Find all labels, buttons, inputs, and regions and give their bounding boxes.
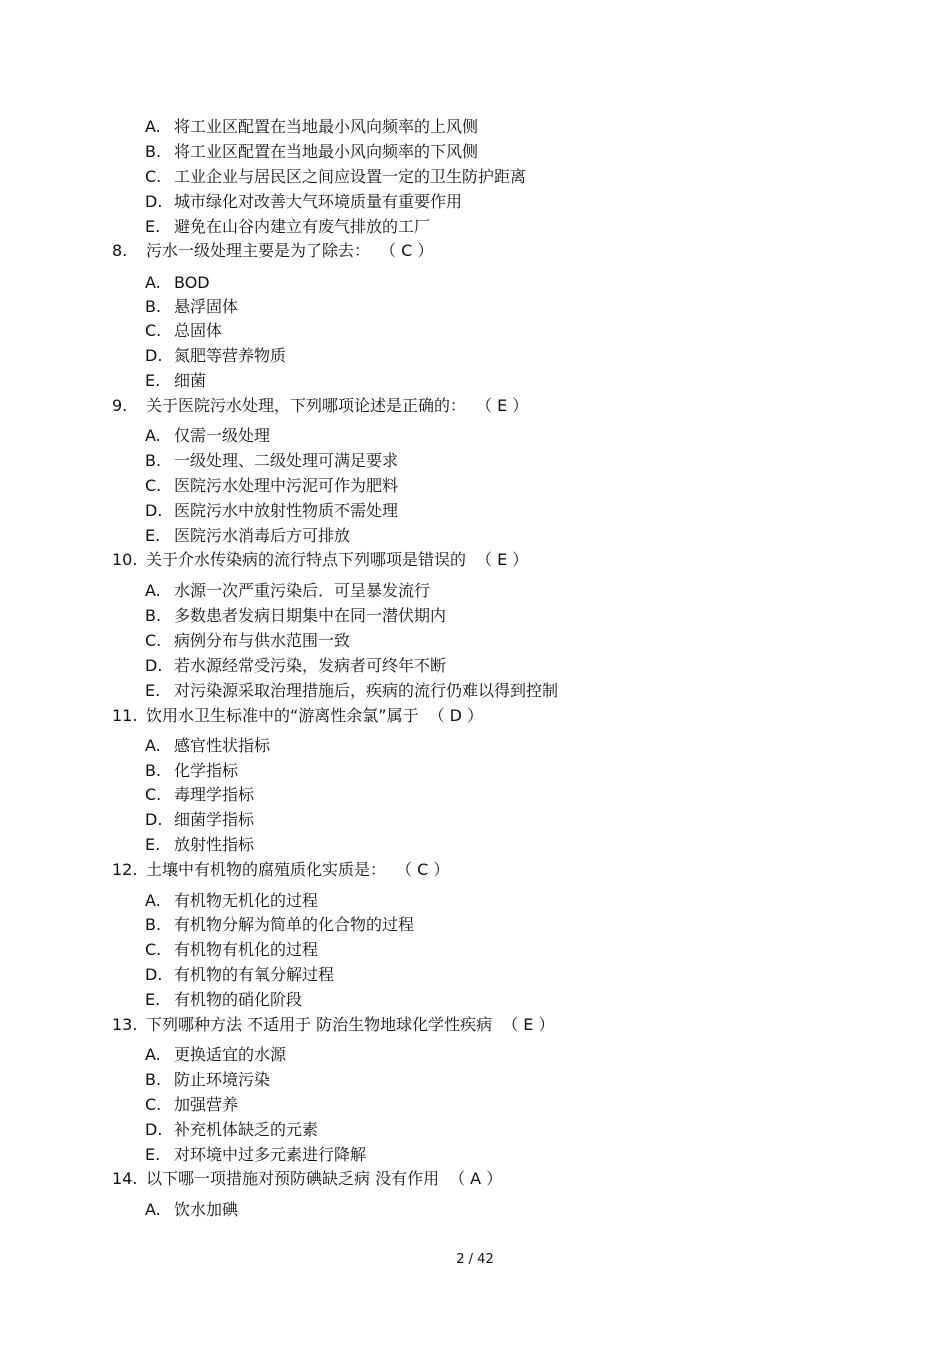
option-line [145, 987, 302, 1012]
option-label: A. [145, 1045, 161, 1064]
option-line [145, 678, 558, 703]
question-line [112, 238, 433, 263]
option-label: B. [145, 451, 162, 470]
option-line [145, 758, 238, 783]
option-line [145, 937, 318, 962]
option-line [145, 318, 222, 343]
option-text: 有机物无机化的过程 [174, 891, 319, 910]
question-text: 关于介水传染病的流行特点下列哪项是错误的 [146, 550, 467, 569]
option-line [145, 653, 446, 678]
option-line [145, 343, 286, 368]
option-label: E. [145, 835, 161, 854]
option-text: 有机物分解为简单的化合物的过程 [174, 915, 415, 934]
answer-key: （ C ） [396, 860, 450, 879]
option-text: BOD [174, 273, 210, 292]
option-line [145, 473, 398, 498]
option-line [145, 807, 254, 832]
option-line [145, 294, 238, 319]
option-label: C. [145, 940, 162, 959]
option-label: C. [145, 1095, 162, 1114]
option-text: 加强营养 [174, 1095, 239, 1114]
option-text: 城市绿化对改善大气环境质量有重要作用 [174, 192, 463, 211]
option-label: A. [145, 117, 161, 136]
option-text: 感官性状指标 [174, 736, 271, 755]
option-line [145, 189, 462, 214]
option-line [145, 1067, 270, 1092]
answer-key: （ E ） [476, 550, 529, 569]
question-number: 11. [112, 706, 138, 725]
answer-key: （ C ） [380, 241, 434, 260]
option-label: D. [145, 965, 163, 984]
question-text: 下列哪种方法 不适用于 防治生物地球化学性疾病 [146, 1015, 493, 1034]
option-line [145, 498, 398, 523]
option-label: C. [145, 476, 162, 495]
option-line [145, 578, 430, 603]
option-line [145, 1197, 238, 1222]
option-line [145, 603, 446, 628]
option-text: 若水源经常受污染，发病者可终年不断 [174, 656, 447, 675]
option-label: C. [145, 321, 162, 340]
question-line [112, 393, 528, 418]
option-text: 细菌 [174, 371, 207, 390]
option-line [145, 888, 318, 913]
option-text: 医院污水消毒后方可排放 [174, 526, 351, 545]
option-label: D. [145, 346, 163, 365]
option-text: 医院污水处理中污泥可作为肥料 [174, 476, 399, 495]
option-label: D. [145, 192, 163, 211]
option-text: 悬浮固体 [174, 297, 239, 316]
option-line [145, 1117, 318, 1142]
question-text: 以下哪一项措施对预防碘缺乏病 没有作用 [146, 1169, 440, 1188]
option-label: B. [145, 915, 162, 934]
option-label: C. [145, 631, 162, 650]
option-text: 有机物有机化的过程 [174, 940, 319, 959]
question-text: 饮用水卫生标准中的“游离性余氯”属于 [146, 706, 419, 725]
option-line [145, 962, 334, 987]
option-text: 对环境中过多元素进行降解 [174, 1145, 367, 1164]
question-line [112, 1166, 502, 1191]
option-label: A. [145, 426, 161, 445]
question-line [112, 857, 449, 882]
answer-key: （ D ） [428, 706, 484, 725]
option-text: 有机物的有氧分解过程 [174, 965, 335, 984]
option-text: 氮肥等营养物质 [174, 346, 287, 365]
question-number: 9. [112, 396, 128, 415]
answer-key: （ A ） [449, 1169, 503, 1188]
option-text: 对污染源采取治理措施后，疾病的流行仍难以得到控制 [174, 681, 559, 700]
option-label: E. [145, 526, 161, 545]
option-text: 医院污水中放射性物质不需处理 [174, 501, 399, 520]
question-line [112, 703, 483, 728]
option-label: C. [145, 785, 162, 804]
question-number: 8. [112, 241, 128, 260]
question-text: 污水一级处理主要是为了除去： [146, 241, 371, 260]
option-text: 毒理学指标 [174, 785, 255, 804]
option-label: B. [145, 1070, 162, 1089]
option-label: D. [145, 1120, 163, 1139]
option-label: A. [145, 1200, 161, 1219]
question-text: 关于医院污水处理，下列哪项论述是正确的： [146, 396, 467, 415]
option-text: 总固体 [174, 321, 223, 340]
option-line [145, 1042, 286, 1067]
option-line [145, 1142, 366, 1167]
option-text: 仅需一级处理 [174, 426, 271, 445]
option-label: A. [145, 273, 161, 292]
option-label: A. [145, 891, 161, 910]
option-label: E. [145, 681, 161, 700]
option-label: E. [145, 371, 161, 390]
option-line [145, 1092, 238, 1117]
option-label: E. [145, 217, 161, 236]
option-line [145, 114, 478, 139]
question-number: 12. [112, 860, 138, 879]
option-text: 放射性指标 [174, 835, 255, 854]
option-text: 避免在山谷内建立有废气排放的工厂 [174, 217, 431, 236]
option-label: D. [145, 656, 163, 675]
option-line [145, 628, 350, 653]
option-line [145, 164, 526, 189]
option-label: A. [145, 736, 161, 755]
option-text: 工业企业与居民区之间应设置一定的卫生防护距离 [174, 167, 527, 186]
option-line [145, 523, 350, 548]
option-label: B. [145, 761, 162, 780]
option-line [145, 139, 478, 164]
option-label: D. [145, 501, 163, 520]
option-label: E. [145, 990, 161, 1009]
option-text: 水源一次严重污染后．可呈暴发流行 [174, 581, 431, 600]
answer-key: （ E ） [502, 1015, 555, 1034]
option-label: E. [145, 1145, 161, 1164]
option-text: 化学指标 [174, 761, 239, 780]
option-line [145, 423, 270, 448]
option-label: B. [145, 142, 162, 161]
option-line [145, 214, 430, 239]
question-line [112, 547, 528, 572]
option-text: 病例分布与供水范围一致 [174, 631, 351, 650]
option-line [145, 733, 270, 758]
question-number: 10. [112, 550, 138, 569]
option-label: B. [145, 606, 162, 625]
option-text: 一级处理、二级处理可满足要求 [174, 451, 399, 470]
option-line [145, 368, 206, 393]
option-text: 将工业区配置在当地最小风向频率的上风侧 [174, 117, 479, 136]
option-text: 饮水加碘 [174, 1200, 239, 1219]
option-text: 细菌学指标 [174, 810, 255, 829]
answer-key: （ E ） [476, 396, 529, 415]
option-line [145, 832, 254, 857]
option-line [145, 782, 254, 807]
option-text: 有机物的硝化阶段 [174, 990, 303, 1009]
question-number: 14. [112, 1169, 138, 1188]
option-text: 防止环境污染 [174, 1070, 271, 1089]
page-number: 2 / 42 [456, 1252, 494, 1267]
option-line [145, 270, 210, 295]
option-text: 多数患者发病日期集中在同一潜伏期内 [174, 606, 447, 625]
option-line [145, 912, 414, 937]
question-text: 土壤中有机物的腐殖质化实质是： [146, 860, 387, 879]
question-line [112, 1012, 554, 1037]
option-text: 更换适宜的水源 [174, 1045, 287, 1064]
option-text: 补充机体缺乏的元素 [174, 1120, 319, 1139]
option-text: 将工业区配置在当地最小风向频率的下风侧 [174, 142, 479, 161]
option-label: C. [145, 167, 162, 186]
option-label: B. [145, 297, 162, 316]
option-label: D. [145, 810, 163, 829]
option-label: A. [145, 581, 161, 600]
question-number: 13. [112, 1015, 138, 1034]
option-line [145, 448, 398, 473]
